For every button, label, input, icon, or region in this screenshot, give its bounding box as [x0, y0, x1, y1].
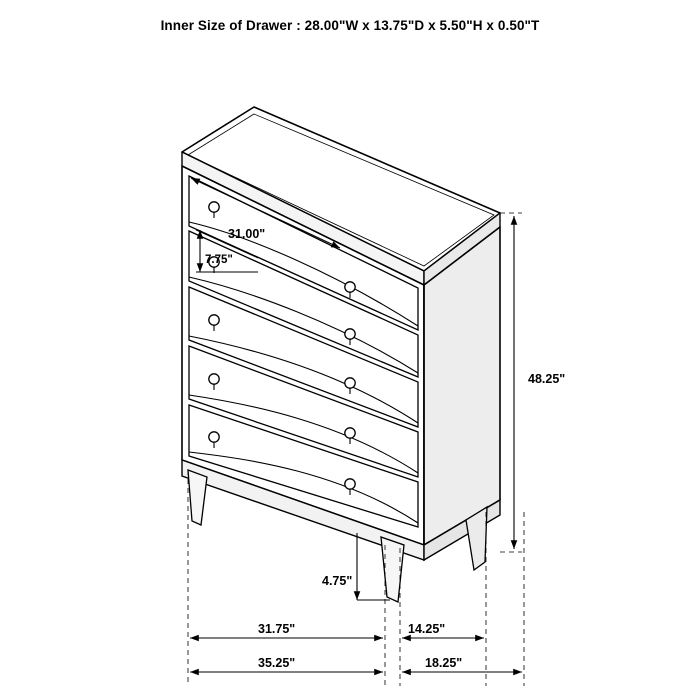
label-total-width: 35.25" [258, 656, 296, 670]
label-drawer-width: 31.00" [228, 227, 266, 241]
dimension-overall-height [500, 213, 565, 552]
label-side-depth: 14.25" [408, 622, 446, 636]
dimension-row-front-side [190, 622, 484, 638]
chest-illustration [182, 107, 500, 602]
page-title: Inner Size of Drawer : 28.00"W x 13.75"D x 5.50"H x 0.50"T [160, 18, 540, 33]
label-total-depth: 18.25" [425, 656, 463, 670]
dimension-row-total [190, 656, 522, 672]
label-overall-height: 48.25" [528, 372, 566, 386]
label-leg-height: 4.75" [322, 574, 353, 588]
label-front-width: 31.75" [258, 622, 296, 636]
label-drawer-height: 7.75" [205, 254, 233, 266]
